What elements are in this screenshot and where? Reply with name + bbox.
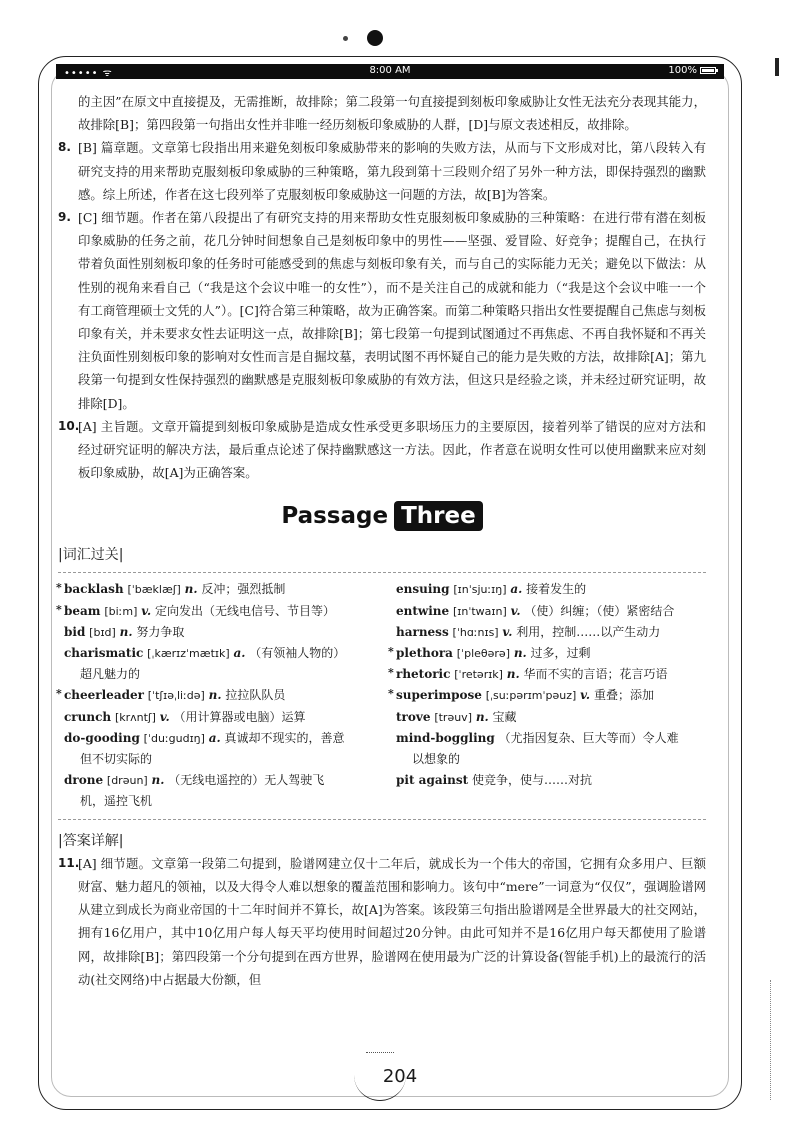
vocab-word: superimpose [396,688,482,703]
vocab-column-right [390,579,706,812]
vocab-entry [390,770,706,791]
vocab-entry [58,622,374,643]
vocab-word: ensuing [396,582,450,597]
vocab-star: * [56,602,62,616]
vocab-definition: 真诚却不现实的，善意 [224,730,345,745]
answer-paragraph [58,852,706,991]
vocab-word: bid [64,624,86,639]
vocab-word: rhetoric [396,667,451,682]
vocab-entry [58,685,374,706]
vocab-phonetic: [bɪd] [89,625,116,639]
battery-icon [700,67,716,74]
vocab-part-of-speech: n. [208,688,222,703]
vocab-definition-continued: 以想象的 [412,752,461,767]
vocab-phonetic: [ɪnˈtwaɪn] [452,604,507,618]
vocab-definition: 利用，控制……以产生动力 [516,624,661,639]
vocab-phonetic: [ˈhɑːnɪs] [452,625,499,639]
vocab-box [58,572,706,819]
vocab-definition: 宝藏 [492,709,517,724]
vocab-phonetic: [ˈduːgudɪŋ] [143,731,205,745]
vocab-column-left [58,579,374,812]
vocab-definition: 接着发生的 [526,582,587,597]
vocab-entry [390,707,706,728]
vocab-definition: 过多，过剩 [530,646,591,661]
passage-title-number: Three [394,501,483,531]
vocab-entry [390,728,706,770]
answer-text: [B] 篇章题。文章第七段指出用来避免刻板印象威胁带来的影响的失败方法，从而与下文形成对比，第八段转入有研究支持的用来帮助克服刻板印象威胁的三种策略，第九段到第十三段则介绍了另外一种方法，即保持强烈的幽默感。综上所述，作者在这七段列举了克服刻板印象威胁这一问题的方法，故[B]为答案。 [78,140,706,202]
status-time: 8:00 AM [369,65,411,76]
answer-paragraph [58,90,706,136]
answer-paragraph [58,415,706,485]
answer-text: [A] 主旨题。文章开篇提到刻板印象威胁是造成女性承受更多职场压力的主要原因，接着列举了错误的应对方法和经过研究证明的解决方法，最后重点论述了保持幽默感这一方法。因此，作者意在说明女性可以使用幽默来应对刻板印象威胁，故[A]为正确答案。 [78,418,706,481]
vocab-phonetic: [drəun] [106,774,148,788]
answer-text: 的主因”在原文中直接提及，无需推断，故排除；第二段第一句直接提到刻板印象威胁让女性无法充分表现其能力，故排除[B]；第四段第一句指出女性并非唯一经历刻板印象威胁的人群，[D]与原文表述相反，故排除。 [78,94,706,133]
sensor-icon [343,36,348,41]
vocab-entry [390,643,706,664]
vocab-entry [390,579,706,600]
vocab-word: drone [64,773,104,788]
vocab-part-of-speech: v. [502,624,513,639]
page-number: 204 [382,1066,418,1087]
vocab-phonetic: [ˈbæklæʃ] [127,583,181,597]
vocab-part-of-speech: n. [475,709,489,724]
vocab-entry [58,707,374,728]
vocab-definition: （尤指因复杂、巨大等而）令人难 [498,730,679,745]
passage-title [58,498,706,534]
passage-title-word: Passage [281,503,389,530]
answers-bottom [58,852,706,991]
answer-number: 10. [58,418,80,433]
vocab-phonetic: [ɪnˈsjuːɪŋ] [453,583,507,597]
vocab-part-of-speech: n. [151,773,165,788]
vocab-phonetic: [biːm] [104,604,138,618]
vocab-word: trove [396,709,431,724]
vocab-part-of-speech: v. [580,688,591,703]
vocab-entry [58,770,374,812]
vocab-word: plethora [396,646,453,661]
vocab-entry [390,685,706,706]
vocab-part-of-speech: v. [159,709,170,724]
vocab-star: * [388,687,394,701]
answer-number: 8. [58,140,71,155]
vocab-word: cheerleader [64,688,144,703]
vocab-word: do-gooding [64,730,140,745]
vocab-part-of-speech: n. [119,624,133,639]
signal-icon: ••••• ᯤ [64,68,113,79]
vocab-star: * [388,645,394,659]
answer-paragraph [58,206,706,415]
vocab-definition-continued: 但不切实际的 [80,752,153,767]
vocab-entry [390,622,706,643]
answer-number: 11. [58,855,80,870]
vocab-part-of-speech: v. [141,603,152,618]
vocab-definition-continued: 机，遥控飞机 [80,794,153,809]
vocab-star: * [56,687,62,701]
vocab-definition: （使）纠缠；（使）紧密结合 [524,603,675,618]
vocab-star: * [56,581,62,595]
answers-top [58,90,706,484]
battery-percent: 100% [668,65,697,76]
vocab-word: mind-boggling [396,730,495,745]
vocab-definition: （用计算器或电脑）运算 [173,709,306,724]
answer-text: [C] 细节题。作者在第八段提出了有研究支持的用来帮助女性克服刻板印象威胁的三种策略：在进行带有潜在刻板印象威胁的任务之前，花几分钟时间想象自己是刻板印象中的男性——坚强、爱冒险、好竞争；提醒自己，在执行带着负面性别刻板印象的任务时可能感受到的焦虑与刻板印象有关，而与自己的实际能力无关；避免以下做法：从性别的视角来看自己（“我是这个会议中唯一的女性”），而不是关注自己的成就和能力（“我是这个会议中唯一一个有工商管理硕士文凭的人”）。[C]符合第三种策略，故为正确答案。而第二种策略只指出女性要提醒自己焦虑与刻板印象有关，并未要求女性去证明这一点，故排除[B]；第七段第一句提到试图通过不再焦虑、不再自我怀疑和不再关注负面性别刻板印象的影响对女性而言是自掘坟墓，表明试图不再怀疑自己的能力是失败的方法，故排除[A]；第九段第一句提到女性保持强烈的幽默感是克服刻板印象威胁的有效方法，但这只是经验之谈，并未经过研究证明，故排除[D]。 [78,210,706,411]
vocab-phonetic: [ˈpleθərə] [456,647,510,661]
vocab-phonetic: [ˈtʃɪəˌliːdə] [147,689,205,703]
vocab-part-of-speech: n. [506,667,520,682]
vocab-definition-continued: 超凡魅力的 [80,667,141,682]
vocab-definition: 拉拉队队员 [225,688,286,703]
page-content [58,90,706,991]
vocab-definition: （无线电遥控的）无人驾驶飞 [168,773,325,788]
camera-icon [367,30,383,46]
vocab-definition: 华而不实的言语；花言巧语 [523,667,668,682]
vocab-definition: 反冲；强烈抵制 [201,582,286,597]
vocab-phonetic: [ˈretərɪk] [454,668,503,682]
vocab-definition: 定向发出（无线电信号、节目等） [154,603,335,618]
vocab-word: pit against [396,773,469,788]
vocab-phonetic: [ˌkærɪzˈmætɪk] [147,647,230,661]
vocab-entry [58,601,374,622]
vocab-entry [390,601,706,622]
vocab-heading: |词汇过关| [58,547,124,564]
vocab-part-of-speech: a. [510,582,523,597]
vocab-phonetic: [krʌntʃ] [114,710,156,724]
vocab-part-of-speech: a. [208,730,221,745]
edge-mark [775,58,779,76]
status-bar [56,64,724,79]
answer-text: [A] 细节题。文章第一段第二句提到，脸谱网建立仅十二年后，就成长为一个伟大的帝国，它拥有众多用户、巨额财富、魅力超凡的领袖，以及大得令人难以想象的覆盖范围和影响力。该句中“mere”一词意为“仅仅”，强调脸谱网从建立到成长为商业帝国的十二年时间并不算长，故[A]为答案。该段第三句指出脸谱网是全世界最大的社交网站，拥有16亿用户，其中10亿用户每人每天平均使用时间超过20分钟。由此可知并不是16亿用户每天都使用了脸谱网，故排除[B]；第四段第一个分句提到在西方世界，脸谱网在使用最为广泛的计算设备(智能手机)上的最流行的活动(社交网络)中占据最大份额，但 [78,855,706,987]
vocab-entry [58,579,374,600]
vocab-word: beam [64,603,101,618]
battery-status [668,65,716,76]
vocab-word: harness [396,624,449,639]
answer-number: 9. [58,210,71,225]
vocab-definition: 使竞争，使与……对抗 [472,773,593,788]
vocab-star: * [388,666,394,680]
vocab-word: charismatic [64,646,144,661]
vocab-definition: （有领袖人物的） [249,646,346,661]
answers-heading: |答案详解| [58,832,124,849]
vocab-part-of-speech: a. [233,646,246,661]
vocab-entry [390,664,706,685]
vocab-phonetic: [ˌsuːpərɪmˈpəuz] [485,689,577,703]
vocab-entry [58,643,374,685]
answer-paragraph [58,136,706,206]
vocab-definition: 努力争取 [136,624,185,639]
vocab-entry [58,728,374,770]
vocab-word: backlash [64,582,124,597]
vocab-part-of-speech: v. [510,603,521,618]
vocab-phonetic: [trəuv] [434,710,472,724]
vocab-word: entwine [396,603,450,618]
vocab-part-of-speech: n. [513,646,527,661]
vocab-word: crunch [64,709,112,724]
vocab-definition: 重叠；添加 [593,688,654,703]
vocab-part-of-speech: n. [184,582,198,597]
